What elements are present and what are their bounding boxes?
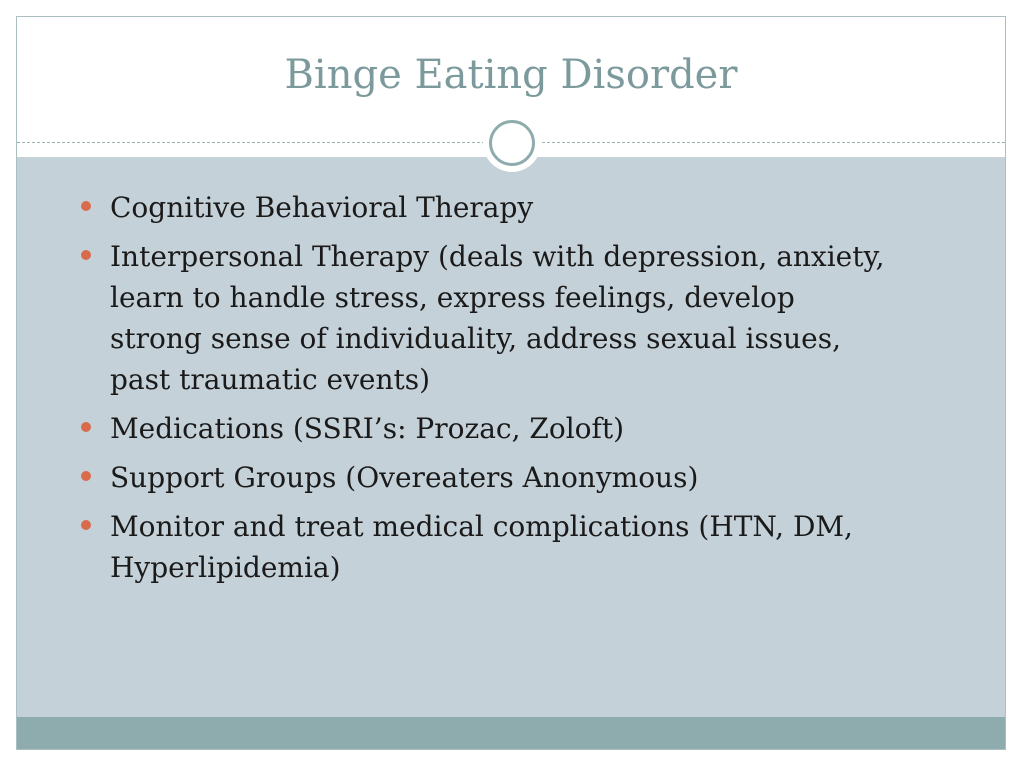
ornament-ring bbox=[489, 120, 535, 166]
bullet-text: Monitor and treat medical complications (HTN, DM, Hyperlipidemia) bbox=[110, 510, 853, 584]
bullet-dot-icon bbox=[81, 250, 91, 260]
bullet-dot-icon bbox=[81, 422, 91, 432]
slide-title: Binge Eating Disorder bbox=[284, 52, 738, 98]
bullet-dot-icon bbox=[81, 520, 91, 530]
bullet-dot-icon bbox=[81, 201, 91, 211]
bullet-text: Interpersonal Therapy (deals with depression, anxiety, learn to handle stress, express feelings, develop strong sense of individuality, address sexual issues, past traumatic events) bbox=[110, 240, 885, 396]
slide bbox=[16, 16, 1006, 750]
circle-ornament-icon bbox=[483, 114, 541, 172]
bullet-item bbox=[77, 408, 887, 449]
bullet-item bbox=[77, 187, 887, 228]
bullet-list bbox=[77, 187, 887, 596]
content-area bbox=[17, 157, 1005, 717]
bullet-text: Cognitive Behavioral Therapy bbox=[110, 191, 534, 224]
bullet-text: Support Groups (Overeaters Anonymous) bbox=[110, 461, 699, 494]
bullet-item bbox=[77, 457, 887, 498]
bullet-item bbox=[77, 506, 887, 588]
footer-bar bbox=[17, 717, 1005, 750]
bullet-text: Medications (SSRI’s: Prozac, Zoloft) bbox=[110, 412, 625, 445]
bullet-dot-icon bbox=[81, 471, 91, 481]
bullet-item bbox=[77, 236, 887, 400]
